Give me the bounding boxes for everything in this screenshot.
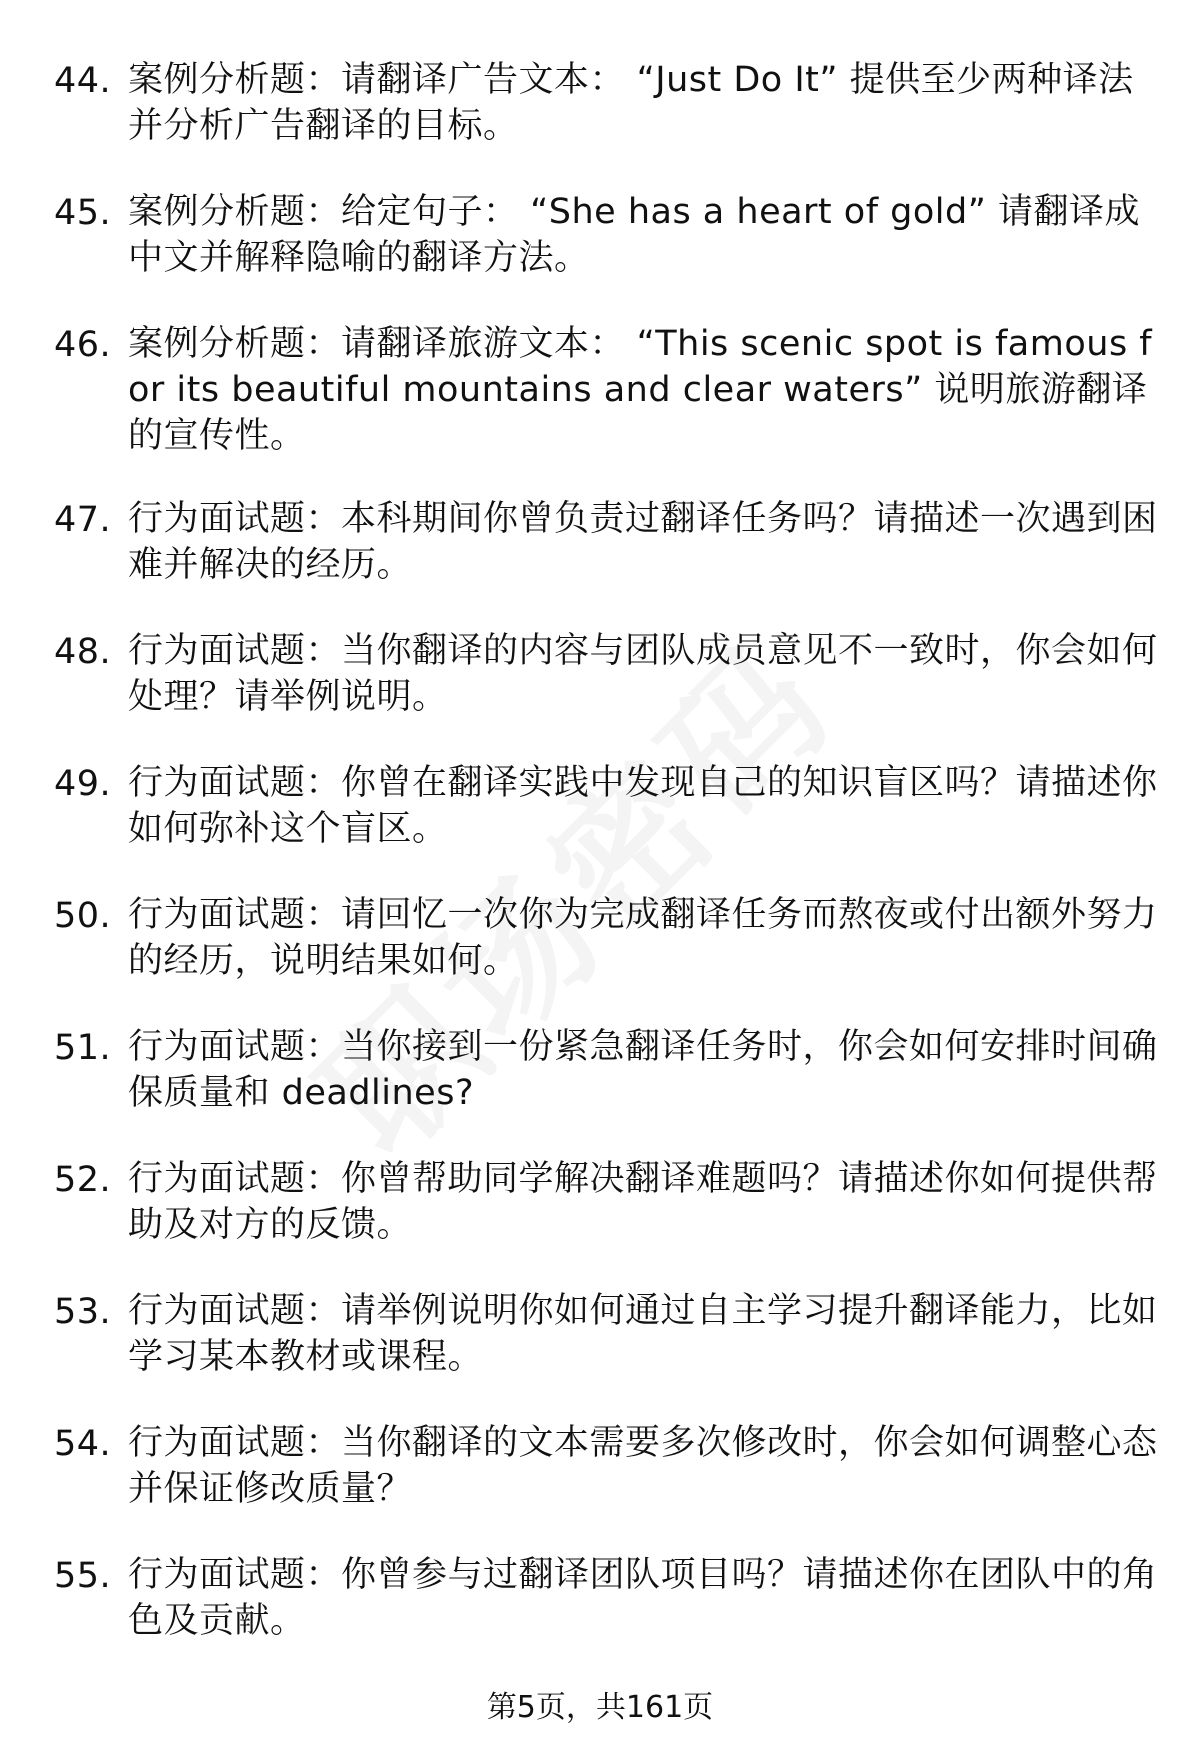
question-text: 行为面试题：请回忆一次你为完成翻译任务而熬夜或付出额外努力的经历，说明结果如何。 (128, 895, 1158, 981)
question-text: 行为面试题：你曾帮助同学解决翻译难题吗？请描述你如何提供帮助及对方的反馈。 (128, 1159, 1158, 1245)
question-text: 行为面试题：当你翻译的内容与团队成员意见不一致时，你会如何处理？请举例说明。 (128, 631, 1158, 717)
question-number: 55. (54, 1556, 112, 1596)
question-item (0, 57, 1200, 189)
question-item (0, 892, 1200, 1024)
question-item (0, 496, 1200, 628)
question-number: 54. (54, 1424, 112, 1464)
question-number: 44. (54, 61, 112, 101)
question-item (0, 1420, 1200, 1552)
page-number-footer: 第5页，共161页 (486, 1690, 714, 1725)
question-text: 行为面试题：当你翻译的文本需要多次修改时，你会如何调整心态并保证修改质量？ (128, 1423, 1158, 1509)
question-text: 案例分析题：给定句子： “She has a heart of gold” 请翻译成中文并解释隐喻的翻译方法。 (128, 192, 1140, 278)
question-item (0, 1156, 1200, 1288)
question-number: 48. (54, 632, 112, 672)
question-text: 案例分析题：请翻译广告文本： “Just Do It” 提供至少两种译法并分析广告翻译的目标。 (128, 60, 1134, 146)
question-item (0, 760, 1200, 892)
question-text: 行为面试题：请举例说明你如何通过自主学习提升翻译能力，比如学习某本教材或课程。 (128, 1291, 1158, 1377)
question-number: 45. (54, 193, 112, 233)
question-text: 行为面试题：本科期间你曾负责过翻译任务吗？请描述一次遇到困难并解决的经历。 (128, 499, 1158, 585)
question-item (0, 321, 1200, 496)
question-text: 行为面试题：你曾参与过翻译团队项目吗？请描述你在团队中的角色及贡献。 (128, 1555, 1158, 1641)
question-item (0, 1552, 1200, 1684)
question-item (0, 628, 1200, 760)
question-text: 行为面试题：当你接到一份紧急翻译任务时，你会如何安排时间确保质量和 deadlines? (128, 1027, 1158, 1113)
question-text: 案例分析题：请翻译旅游文本： “This scenic spot is famous for its beautiful mountains and clear waters” 说明旅游翻译的宣传性。 (128, 324, 1153, 456)
question-number: 46. (54, 325, 112, 365)
question-list (0, 57, 1200, 1684)
question-item (0, 1288, 1200, 1420)
question-number: 51. (54, 1028, 112, 1068)
question-number: 53. (54, 1292, 112, 1332)
question-number: 50. (54, 896, 112, 936)
question-item (0, 189, 1200, 321)
question-number: 49. (54, 764, 112, 804)
question-number: 52. (54, 1160, 112, 1200)
question-item (0, 1024, 1200, 1156)
question-number: 47. (54, 500, 112, 540)
question-text: 行为面试题：你曾在翻译实践中发现自己的知识盲区吗？请描述你如何弥补这个盲区。 (128, 763, 1158, 849)
